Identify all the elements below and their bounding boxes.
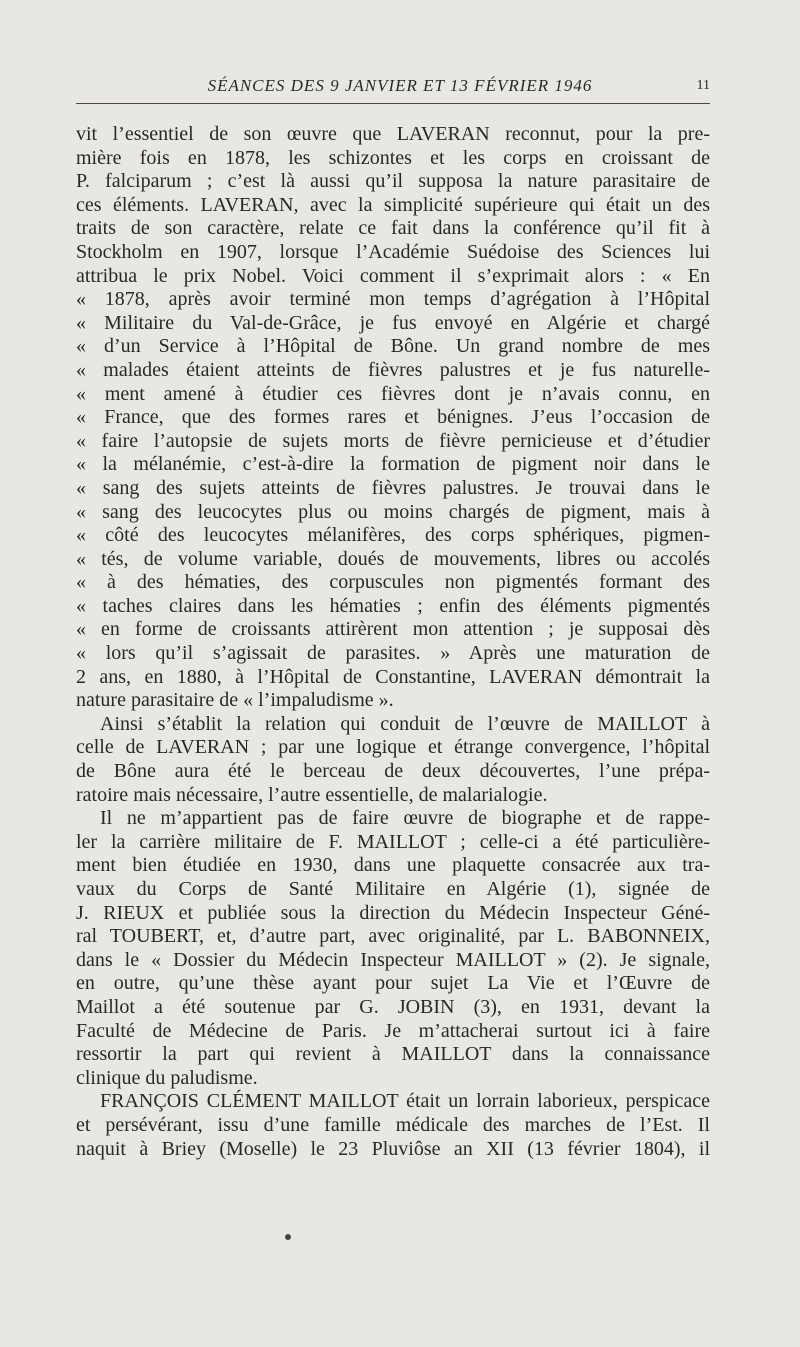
- text-line: ler la carrière militaire de F. MAILLOT ; celle-ci a été particulière-: [76, 830, 710, 853]
- text-line: « en forme de croissants attirèrent mon attention ; je supposai dès: [76, 618, 710, 641]
- text-line: « sang des sujets atteints de fièvres palustres. Je trouvai dans le: [76, 476, 710, 499]
- text-line: « taches claires dans les hématies ; enfin des éléments pigmentés: [76, 594, 710, 617]
- text-line: « Militaire du Val-de-Grâce, je fus envoyé en Algérie et chargé: [76, 311, 710, 334]
- text-line: « faire l’autopsie de sujets morts de fièvre pernicieuse et d’étudier: [76, 429, 710, 452]
- ink-dot: [285, 1234, 291, 1240]
- text-line: celle de LAVERAN ; par une logique et étrange convergence, l’hôpital: [76, 736, 710, 759]
- text-line: ratoire mais nécessaire, l’autre essentielle, de malarialogie.: [76, 783, 548, 806]
- text-line: « côté des leucocytes mélanifères, des corps sphériques, pigmen-: [76, 524, 710, 547]
- text-line: Stockholm en 1907, lorsque l’Académie Suédoise des Sciences lui: [76, 240, 710, 263]
- text-line: attribua le prix Nobel. Voici comment il s’exprimait alors : « En: [76, 264, 710, 287]
- body-text: [76, 123, 710, 1161]
- text-line: 2 ans, en 1880, à l’Hôpital de Constantine, LAVERAN démontrait la: [76, 665, 710, 688]
- text-line: ral TOUBERT, et, d’autre part, avec originalité, par L. BABONNEIX,: [76, 925, 710, 948]
- header-title: SÉANCES DES 9 JANVIER ET 13 FÉVRIER 1946: [207, 76, 593, 95]
- text-line: P. falciparum ; c’est là aussi qu’il supposa la nature parasitaire de: [76, 170, 710, 193]
- text-line: naquit à Briey (Moselle) le 23 Pluviôse an XII (13 février 1804), il: [76, 1137, 710, 1160]
- text-line: « sang des leucocytes plus ou moins chargés de pigment, mais à: [76, 500, 710, 523]
- text-line: « tés, de volume variable, doués de mouvements, libres ou accolés: [76, 547, 710, 570]
- text-line: FRANÇOIS CLÉMENT MAILLOT était un lorrain laborieux, perspicace: [100, 1090, 710, 1113]
- text-line: mière fois en 1878, les schizontes et les corps en croissant de: [76, 146, 710, 169]
- text-line: « France, que des formes rares et bénignes. J’eus l’occasion de: [76, 406, 710, 429]
- text-line: clinique du paludisme.: [76, 1066, 258, 1089]
- header-rule: [76, 103, 710, 104]
- text-line: « la mélanémie, c’est-à-dire la formation de pigment noir dans le: [76, 453, 710, 476]
- text-line: nature parasitaire de « l’impaludisme ».: [76, 689, 394, 712]
- running-header: [0, 76, 800, 106]
- page-number: 11: [696, 78, 710, 93]
- text-line: « ment amené à étudier ces fièvres dont je n’avais connu, en: [76, 382, 710, 405]
- text-line: « lors qu’il s’agissait de parasites. » Après une maturation de: [76, 642, 710, 665]
- text-line: Maillot a été soutenue par G. JOBIN (3), en 1931, devant la: [76, 995, 710, 1018]
- text-line: traits de son caractère, relate ce fait dans la conférence qu’il fit à: [76, 217, 710, 240]
- text-line: Faculté de Médecine de Paris. Je m’attacherai surtout ici à faire: [76, 1019, 710, 1042]
- text-line: J. RIEUX et publiée sous la direction du Médecin Inspecteur Géné-: [76, 901, 710, 924]
- text-line: vaux du Corps de Santé Militaire en Algérie (1), signée de: [76, 878, 710, 900]
- text-line: en outre, qu’une thèse ayant pour sujet La Vie et l’Œuvre de: [76, 972, 710, 995]
- text-line: et persévérant, issu d’une famille médicale des marches de l’Est. Il: [76, 1113, 710, 1136]
- text-line: ment bien étudiée en 1930, dans une plaquette consacrée aux tra-: [76, 854, 710, 877]
- text-line: ressortir la part qui revient à MAILLOT dans la connaissance: [76, 1043, 710, 1066]
- text-line: Ainsi s’établit la relation qui conduit de l’œuvre de MAILLOT à: [100, 712, 710, 735]
- text-line: « d’un Service à l’Hôpital de Bône. Un grand nombre de mes: [76, 335, 710, 358]
- text-line: « malades étaient atteints de fièvres palustres et je fus naturelle-: [76, 358, 710, 381]
- text-line: vit l’essentiel de son œuvre que LAVERAN reconnut, pour la pre-: [76, 123, 710, 145]
- text-line: ces éléments. LAVERAN, avec la simplicité supérieure qui était un des: [76, 193, 710, 216]
- text-line: « 1878, après avoir terminé mon temps d’agrégation à l’Hôpital: [76, 288, 710, 311]
- text-line: Il ne m’appartient pas de faire œuvre de biographe et de rappe-: [100, 807, 710, 830]
- text-line: « à des hématies, des corpuscules non pigmentés formant des: [76, 571, 710, 594]
- text-line: dans le « Dossier du Médecin Inspecteur MAILLOT » (2). Je signale,: [76, 948, 710, 971]
- text-line: de Bône aura été le berceau de deux découvertes, l’une prépa-: [76, 760, 710, 783]
